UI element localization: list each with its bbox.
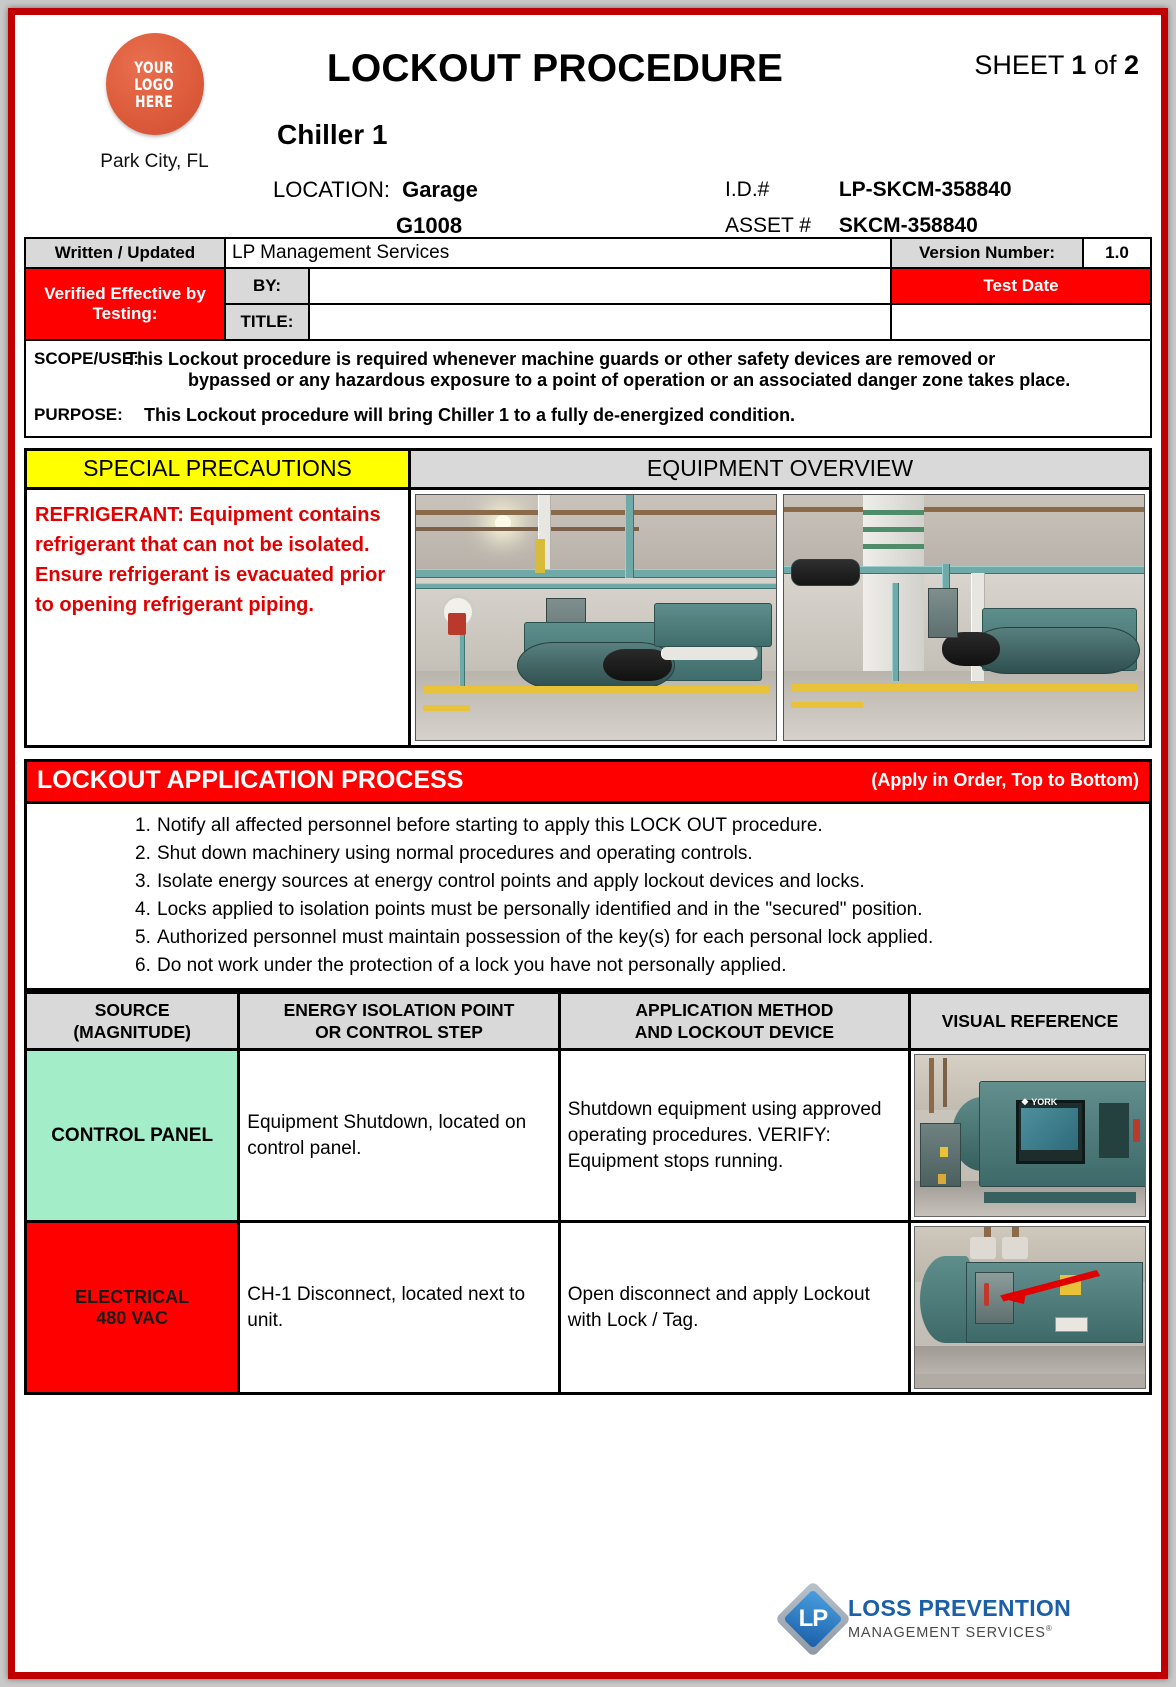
footer-brand — [15, 1592, 1161, 1646]
sheet-of-word: of — [1093, 50, 1117, 80]
visual-reference-control-panel — [910, 1050, 1151, 1222]
test-date-label: Test Date — [891, 268, 1151, 304]
sheet-current: 1 — [1071, 50, 1087, 80]
verified-effective-label — [25, 268, 225, 340]
col-source-line1: SOURCE — [94, 1000, 170, 1020]
special-precautions-text: REFRIGERANT: Equipment contains refrigerant that can not be isolated. Ensure refrigerant is evacuated prior to opening refrigerant piping. — [35, 504, 386, 616]
id-label: I.D.# — [725, 178, 770, 201]
list-item: 5. Authorized personnel must maintain possession of the key(s) for each personal lock applied. — [135, 927, 934, 948]
document-header — [15, 15, 1161, 237]
sheet-total: 2 — [1123, 50, 1139, 80]
by-label: BY: — [225, 268, 309, 304]
steps-ordered-list — [27, 812, 1149, 980]
scope-row — [34, 349, 1140, 391]
column-header-energy-isolation-point — [239, 993, 559, 1050]
equipment-overview-header: EQUIPMENT OVERVIEW — [411, 451, 1149, 490]
id-row — [725, 178, 1012, 202]
column-header-visual-reference — [910, 993, 1151, 1050]
source-electrical — [26, 1222, 239, 1394]
logo-line-1: YOUR — [134, 57, 175, 77]
location-value-2: G1008 — [396, 213, 463, 238]
step-text: Shut down machinery using normal procedures and operating controls. — [157, 843, 753, 864]
application-method-control-panel: Shutdown equipment using approved operating procedures. VERIFY: Equipment stops running. — [559, 1050, 909, 1222]
company-logo-block — [67, 33, 242, 173]
list-item: 3. Isolate energy sources at energy control points and apply lockout devices and locks. — [135, 871, 865, 892]
version-number-value[interactable]: 1.0 — [1083, 238, 1151, 268]
logo-line-3: HERE — [135, 91, 174, 111]
lockout-banner-note: (Apply in Order, Top to Bottom) — [871, 770, 1139, 790]
col-method-line1: APPLICATION METHOD — [635, 1000, 834, 1020]
purpose-row — [34, 405, 1140, 426]
mechanical-room-chiller-photo-2 — [783, 494, 1145, 741]
isolation-point-electrical: CH-1 Disconnect, located next to unit. — [239, 1222, 559, 1394]
col-isolation-line1: ENERGY ISOLATION POINT — [283, 1000, 515, 1020]
step-text: Isolate energy sources at energy control points and apply lockout devices and locks. — [157, 871, 865, 892]
lockout-steps-list — [24, 804, 1152, 991]
list-item: 4. Locks applied to isolation points must be personally identified and in the "secured" position. — [135, 899, 923, 920]
step-text: Locks applied to isolation points must be personally identified and in the "secured" position. — [157, 899, 923, 920]
equipment-name: Chiller 1 — [277, 119, 388, 150]
york-control-panel-photo: ❖ YORK — [914, 1054, 1146, 1217]
list-item: 1. Notify all affected personnel before starting to apply this LOCK OUT procedure. — [135, 815, 823, 836]
by-input[interactable] — [309, 268, 891, 304]
scope-purpose-section — [24, 341, 1152, 438]
sheet-counter — [974, 50, 1139, 81]
lockout-application-process-banner — [24, 759, 1152, 804]
procedure-table-wrap — [24, 991, 1152, 1395]
isolation-point-control-panel: Equipment Shutdown, located on control panel. — [239, 1050, 559, 1222]
location-label: LOCATION: — [273, 177, 390, 202]
col-visual-line1: VISUAL REFERENCE — [941, 1011, 1119, 1031]
source-label-line1: ELECTRICAL — [75, 1286, 190, 1307]
written-updated-label: Written / Updated — [25, 238, 225, 268]
your-logo-here-placeholder-icon — [106, 33, 204, 135]
page-title: LOCKOUT PROCEDURE — [326, 47, 784, 90]
location-row — [273, 177, 478, 203]
sheet-word: SHEET — [974, 50, 1064, 80]
title-input[interactable] — [309, 304, 891, 340]
lp-diamond-icon — [786, 1592, 840, 1646]
id-value: LP-SKCM-358840 — [838, 178, 1012, 201]
purpose-text: This Lockout procedure will bring Chiller 1 to a fully de-energized condition. — [144, 405, 796, 425]
asset-row — [725, 214, 978, 238]
lp-monogram: LP — [798, 1605, 828, 1632]
brand-line-1: LOSS PREVENTION — [847, 1595, 1071, 1622]
equipment-overview-photos — [411, 490, 1149, 745]
sheet-content — [15, 15, 1161, 1672]
source-label-line1: CONTROL PANEL — [51, 1124, 214, 1146]
lockout-banner-title: LOCKOUT APPLICATION PROCESS — [37, 766, 464, 794]
application-method-electrical: Open disconnect and apply Lockout with Lock / Tag. — [559, 1222, 909, 1394]
document-page — [8, 8, 1168, 1679]
equipment-overview-panel — [411, 451, 1149, 745]
step-text: Authorized personnel must maintain possession of the key(s) for each personal lock applied. — [157, 927, 934, 948]
version-number-label: Version Number: — [891, 238, 1083, 268]
mechanical-room-chiller-photo-1 — [415, 494, 777, 741]
logo-line-2: LOGO — [134, 74, 175, 94]
asset-label: ASSET # — [725, 214, 811, 237]
procedure-table — [24, 991, 1152, 1395]
table-row — [25, 268, 1151, 304]
col-method-line2: AND LOCKOUT DEVICE — [634, 1022, 835, 1042]
precautions-overview-section — [24, 448, 1152, 748]
red-annotation-arrow-icon — [966, 1262, 1104, 1317]
chiller-disconnect-photo-with-arrow — [914, 1226, 1146, 1389]
source-control-panel — [26, 1050, 239, 1222]
metadata-table — [24, 237, 1152, 341]
source-label-line2: 480 VAC — [96, 1307, 168, 1328]
table-row — [25, 238, 1151, 268]
verified-label-line1: Verified Effective by — [44, 284, 206, 303]
step-text: Do not work under the protection of a lock you have not personally applied. — [157, 955, 787, 976]
column-header-application-method — [559, 993, 909, 1050]
table-header-row — [26, 993, 1151, 1050]
list-item: 6. Do not work under the protection of a lock you have not personally applied. — [135, 955, 787, 976]
table-row — [26, 1222, 1151, 1394]
visual-reference-electrical — [910, 1222, 1151, 1394]
col-source-line2: (MAGNITUDE) — [73, 1022, 191, 1042]
scope-purpose-wrap — [15, 341, 1161, 438]
special-precautions-header: SPECIAL PRECAUTIONS — [27, 451, 408, 490]
title-label: TITLE: — [225, 304, 309, 340]
scope-line-2: bypassed or any hazardous exposure to a point of operation or an associated danger zone takes place. — [188, 370, 1071, 390]
list-item: 2. Shut down machinery using normal procedures and operating controls. — [135, 843, 753, 864]
test-date-input[interactable] — [891, 304, 1151, 340]
brand-line-2: MANAGEMENT SERVICES® — [847, 1624, 1053, 1641]
scope-use-label: SCOPE/USE: — [34, 349, 139, 368]
special-precautions-panel — [27, 451, 411, 745]
verified-label-line2: Testing: — [92, 304, 158, 323]
site-city-label: Park City, FL — [100, 151, 209, 172]
step-text: Notify all affected personnel before starting to apply this LOCK OUT procedure. — [157, 815, 823, 836]
written-updated-value[interactable]: LP Management Services — [225, 238, 891, 268]
asset-value: SKCM-358840 — [838, 214, 978, 237]
table-row — [26, 1050, 1151, 1222]
purpose-label: PURPOSE: — [34, 405, 123, 424]
scope-line-1: This Lockout procedure is required whenever machine guards or other safety devices are removed or — [126, 349, 996, 369]
location-value: Garage — [402, 177, 478, 202]
scope-use-text — [126, 349, 1070, 391]
loss-prevention-logo — [786, 1592, 1071, 1646]
brand-wordmark — [848, 1596, 1071, 1642]
col-isolation-line2: OR CONTROL STEP — [315, 1022, 483, 1042]
column-header-source — [26, 993, 239, 1050]
metadata-table-wrap — [15, 237, 1161, 341]
